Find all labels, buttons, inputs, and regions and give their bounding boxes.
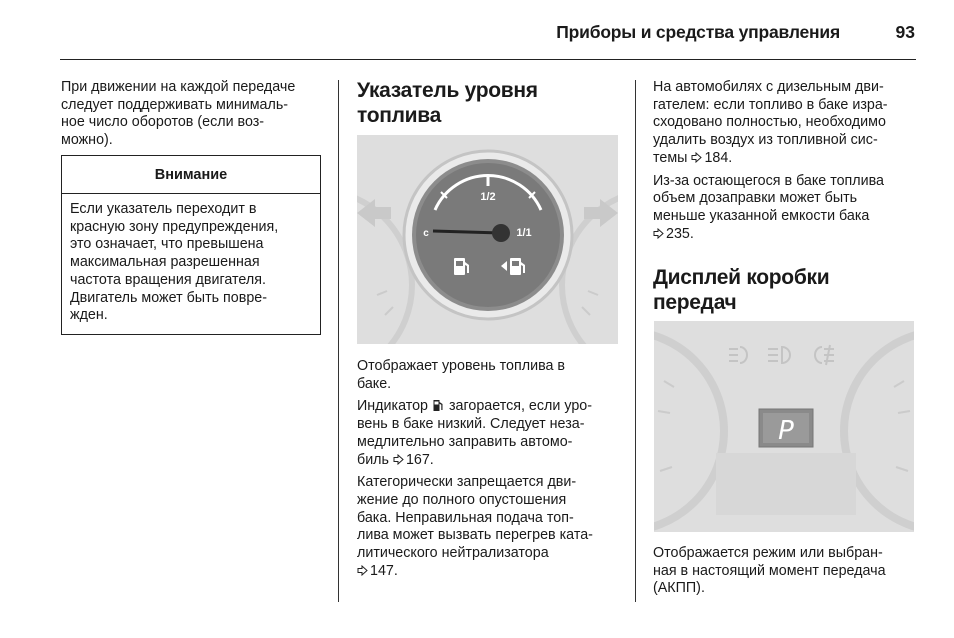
text-line: бака. Неправильная подача топ- <box>357 509 574 526</box>
fuel-gauge-illustration <box>357 135 618 344</box>
warning-line: Двигатель может быть повре- <box>70 289 267 306</box>
warning-body <box>62 194 320 325</box>
gear-display-heading <box>653 265 917 315</box>
text-line: Категорически запрещается дви- <box>357 474 577 491</box>
low-beam-icon <box>768 347 790 363</box>
warning-line: частота вращения двигателя. <box>70 271 266 288</box>
text-line: лива может вызвать перегрев ката- <box>357 527 593 544</box>
page-reference: 167. <box>405 451 434 468</box>
column-2 <box>357 78 620 128</box>
page-reference: 147. <box>370 562 398 579</box>
heading-line: топлива <box>357 104 441 127</box>
paragraph <box>653 79 917 168</box>
page-reference-arrow-icon <box>393 454 404 465</box>
text-line: вень в баке низкий. Следует неза- <box>357 416 585 433</box>
warning-line: Если указатель переходит в <box>70 201 257 217</box>
intro-line: При движении на каждой передаче <box>61 79 296 95</box>
paragraph <box>357 398 620 469</box>
column-1-intro <box>61 79 323 150</box>
text-line: На автомобилях с дизельным дви- <box>653 79 884 95</box>
fuel-pump-icon <box>433 399 444 412</box>
text-line: Отображается режим или выбран- <box>653 545 883 561</box>
text-line: гателем: если топливо в баке изра- <box>653 96 888 113</box>
text-line <box>357 452 620 470</box>
page-reference-arrow-icon <box>357 565 368 576</box>
heading-line: передач <box>653 291 737 314</box>
gear-display-figure <box>654 321 914 532</box>
page-number: 93 <box>895 22 915 42</box>
text-line: сходовано полностью, необходимо <box>653 114 886 131</box>
intro-line: можно). <box>61 132 113 149</box>
paragraph <box>357 358 620 393</box>
text-line: медлительно заправить автомо- <box>357 433 573 450</box>
text-line <box>357 398 620 416</box>
heading-line: Указатель уровня <box>357 79 538 102</box>
text-fragment: Индикатор <box>357 398 428 415</box>
page-reference: 235. <box>666 225 694 242</box>
warning-heading: Внимание <box>62 156 320 194</box>
text-line: объем дозаправки может быть <box>653 190 858 207</box>
column-divider-right <box>635 80 636 602</box>
text-line: литического нейтрализатора <box>357 545 549 562</box>
text-line: баке. <box>357 375 392 392</box>
heading-line: Дисплей коробки <box>653 266 830 289</box>
warning-line: красную зону предупреждения, <box>70 218 279 235</box>
front-fog-light-icon <box>729 347 747 363</box>
fuel-gauge-figure <box>357 135 618 344</box>
text-line: меньше указанной емкости бака <box>653 207 870 224</box>
page-reference-arrow-icon <box>691 152 702 163</box>
intro-line: следует поддерживать минималь- <box>61 96 289 113</box>
fuel-gauge-heading <box>357 78 620 128</box>
paragraph <box>357 474 620 580</box>
text-line <box>653 150 917 168</box>
rear-fog-light-icon <box>815 345 834 365</box>
header-rule <box>60 59 916 60</box>
text-fragment: биль <box>357 451 389 468</box>
text-line <box>653 226 917 244</box>
column-2-text <box>357 358 620 585</box>
text-line: ная в настоящий момент передача <box>653 562 886 579</box>
column-divider-left <box>338 80 339 602</box>
page-reference-arrow-icon <box>653 228 664 239</box>
warning-line: это означает, что превышена <box>70 236 264 253</box>
text-line: Отображает уровень топлива в <box>357 358 566 374</box>
text-line <box>357 563 620 581</box>
warning-line: жден. <box>70 307 108 324</box>
text-line: удалить воздух из топливной сис- <box>653 132 878 149</box>
text-fragment: темы <box>653 149 688 166</box>
warning-box <box>61 155 321 335</box>
gear-display-illustration <box>654 321 914 532</box>
text-line: (АКПП). <box>653 580 705 597</box>
text-line: жение до полного опустошения <box>357 491 567 508</box>
gear-indicator: P <box>778 416 794 446</box>
page-reference: 184. <box>704 149 733 166</box>
column-3-text <box>653 79 917 248</box>
indicator-icons <box>729 345 834 365</box>
gauge-empty-label: c <box>423 228 429 239</box>
text-fragment: загорается, если уро- <box>448 398 592 415</box>
text-line: Из-за остающегося в баке топлива <box>653 172 885 189</box>
gauge-full-label: 1/1 <box>516 227 532 239</box>
intro-line: ное число оборотов (если воз- <box>61 114 265 131</box>
running-header-title: Приборы и средства управления <box>556 22 840 42</box>
warning-line: максимальная разрешенная <box>70 254 260 271</box>
gauge-half-label: 1/2 <box>480 191 496 203</box>
paragraph <box>653 173 917 244</box>
gear-display-caption <box>653 545 917 598</box>
